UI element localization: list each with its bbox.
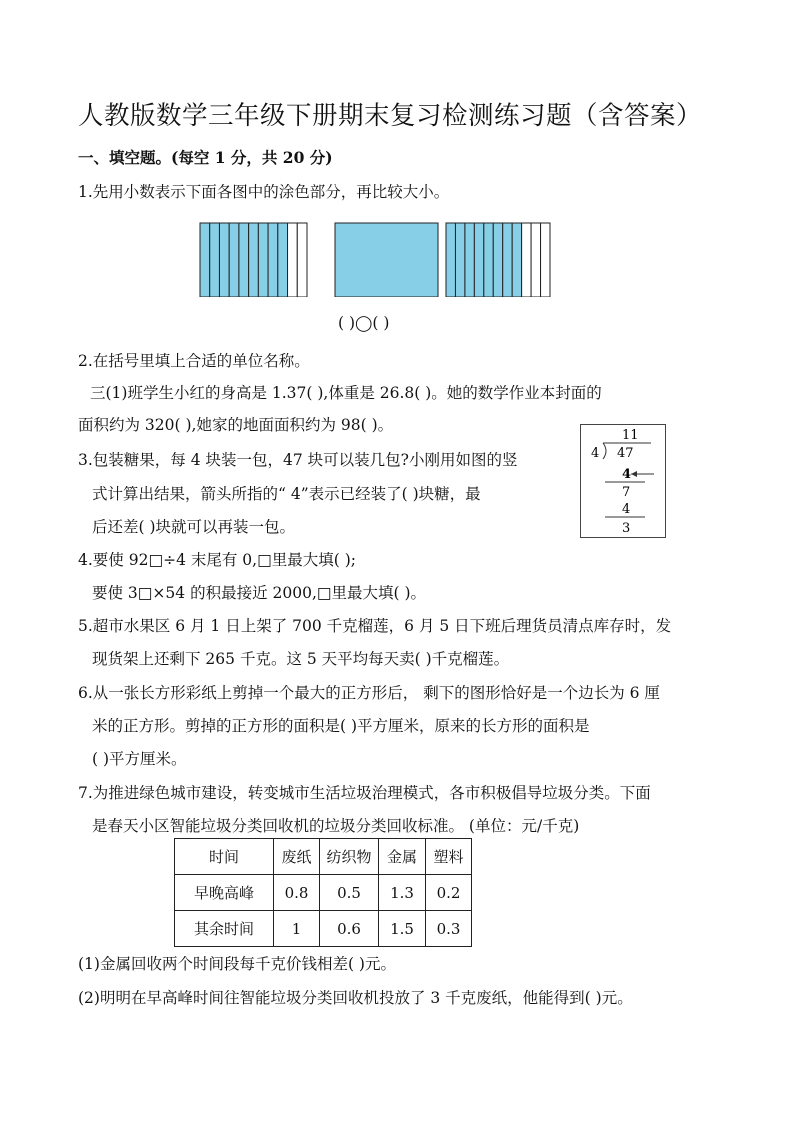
shaded-strip [484, 223, 493, 297]
question-5-line1: 5.超市水果区 6 月 1 日上架了 700 千克榴莲，6 月 5 日下班后理货员清点库存时，发 [78, 617, 672, 635]
question-3-line1: 3.包装糖果，每 4 块装一包，47 块可以装几包?小刚用如图的竖 [78, 451, 518, 469]
shaded-strip [474, 223, 483, 297]
figure-middle-full [335, 223, 438, 297]
blank-strip [297, 223, 307, 297]
shaded-strip [229, 223, 239, 297]
page-title: 人教版数学三年级下册期末复习检测练习题（含答案） [78, 101, 703, 131]
remainder-step1: 7 [622, 485, 631, 500]
table-row [175, 911, 472, 947]
question-7-line1: 7.为推进绿色城市建设，转变城市生活垃圾治理模式，各市积极倡导垃圾分类。下面 [78, 784, 651, 802]
section-heading: 一、填空题。(每空 1 分，共 20 分) [78, 148, 333, 167]
shaded-strip [200, 223, 210, 297]
final-remainder: 3 [622, 521, 631, 536]
blank-strip [522, 223, 531, 297]
divisor: 4 [591, 446, 600, 461]
shaded-strip [465, 223, 474, 297]
table-header-row [175, 839, 472, 875]
question-7-sub1: (1)金属回收两个时间段每千克价钱相差( )元。 [78, 955, 396, 973]
table-cell: 0.5 [320, 875, 379, 911]
shaded-strip [446, 223, 455, 297]
question-2-line1: 三(1)班学生小红的身高是 1.37( ),体重是 26.8( )。她的数学作业本封面的 [90, 384, 602, 402]
question-3-line3: 后还差( )块就可以再装一包。 [92, 518, 296, 536]
figure-right-strips [446, 223, 550, 297]
product-step2: 4 [622, 502, 631, 517]
shaded-strip [239, 223, 249, 297]
blank-strip [531, 223, 540, 297]
blank-strip [541, 223, 550, 297]
shaded-strip [512, 223, 521, 297]
question-1-text: 1.先用小数表示下面各图中的涂色部分，再比较大小。 [78, 183, 450, 201]
arrow-icon [631, 471, 654, 477]
question-6-line1: 6.从一张长方形彩纸上剪掉一个最大的正方形后， 剩下的图形恰好是一个边长为 6 厘 [78, 684, 660, 702]
blank-strip [288, 223, 298, 297]
table-cell: 1 [274, 911, 320, 947]
table-cell: 其余时间 [175, 911, 274, 947]
table-header-cell: 废纸 [274, 839, 320, 875]
table-cell: 1.3 [379, 875, 426, 911]
recycling-price-table [174, 838, 472, 947]
question-6-line3: ( )平方厘米。 [92, 750, 187, 768]
shaded-strip [249, 223, 259, 297]
table-header-cell: 纺织物 [320, 839, 379, 875]
shaded-strip [258, 223, 268, 297]
question-2-line2: 面积约为 320( ),她家的地面面积约为 98( )。 [78, 416, 394, 434]
shaded-strip [493, 223, 502, 297]
product-step1: 4 [622, 467, 632, 482]
quotient: 11 [622, 428, 639, 443]
table-header-cell: 塑料 [426, 839, 472, 875]
question-2-text: 2.在括号里填上合适的单位名称。 [78, 352, 310, 370]
shaded-strip [278, 223, 288, 297]
question-7-sub2: (2)明明在早高峰时间往智能垃圾分类回收机投放了 3 千克废纸，他能得到( )元。 [78, 989, 633, 1007]
table-cell: 早晚高峰 [175, 875, 274, 911]
question-6-line2: 米的正方形。剪掉的正方形的面积是( )平方厘米，原来的长方形的面积是 [92, 717, 590, 735]
dividend: 47 [617, 446, 634, 461]
table-header-cell: 金属 [379, 839, 426, 875]
question-5-line2: 现货架上还剩下 265 千克。这 5 天平均每天卖( )千克榴莲。 [92, 650, 510, 668]
table-cell: 0.2 [426, 875, 472, 911]
long-division [581, 425, 665, 537]
table-cell: 0.8 [274, 875, 320, 911]
table-cell: 0.3 [426, 911, 472, 947]
shaded-strip [455, 223, 464, 297]
question-4-line2: 要使 3□×54 的积最接近 2000,□里最大填( )。 [92, 584, 427, 602]
compare-blanks: ( )◯( ) [338, 314, 390, 332]
table-cell: 0.6 [320, 911, 379, 947]
shaded-strip [210, 223, 220, 297]
table-cell: 1.5 [379, 911, 426, 947]
long-division-box [580, 424, 666, 538]
question-4-line1: 4.要使 92□÷4 末尾有 0,□里最大填( ); [78, 551, 356, 569]
figure-left-strips [200, 223, 307, 297]
shaded-strip [219, 223, 229, 297]
table-row [175, 875, 472, 911]
question-3-line2: 式计算出结果，箭头所指的“ 4”表示已经装了( )块糖，最 [92, 485, 481, 503]
question-7-line2: 是春天小区智能垃圾分类回收机的垃圾分类回收标准。 (单位：元/千克) [92, 817, 580, 835]
shaded-strip [503, 223, 512, 297]
full-shaded-square [335, 223, 438, 297]
shaded-strip [268, 223, 278, 297]
table-header-cell: 时间 [175, 839, 274, 875]
shaded-figures [196, 219, 556, 297]
